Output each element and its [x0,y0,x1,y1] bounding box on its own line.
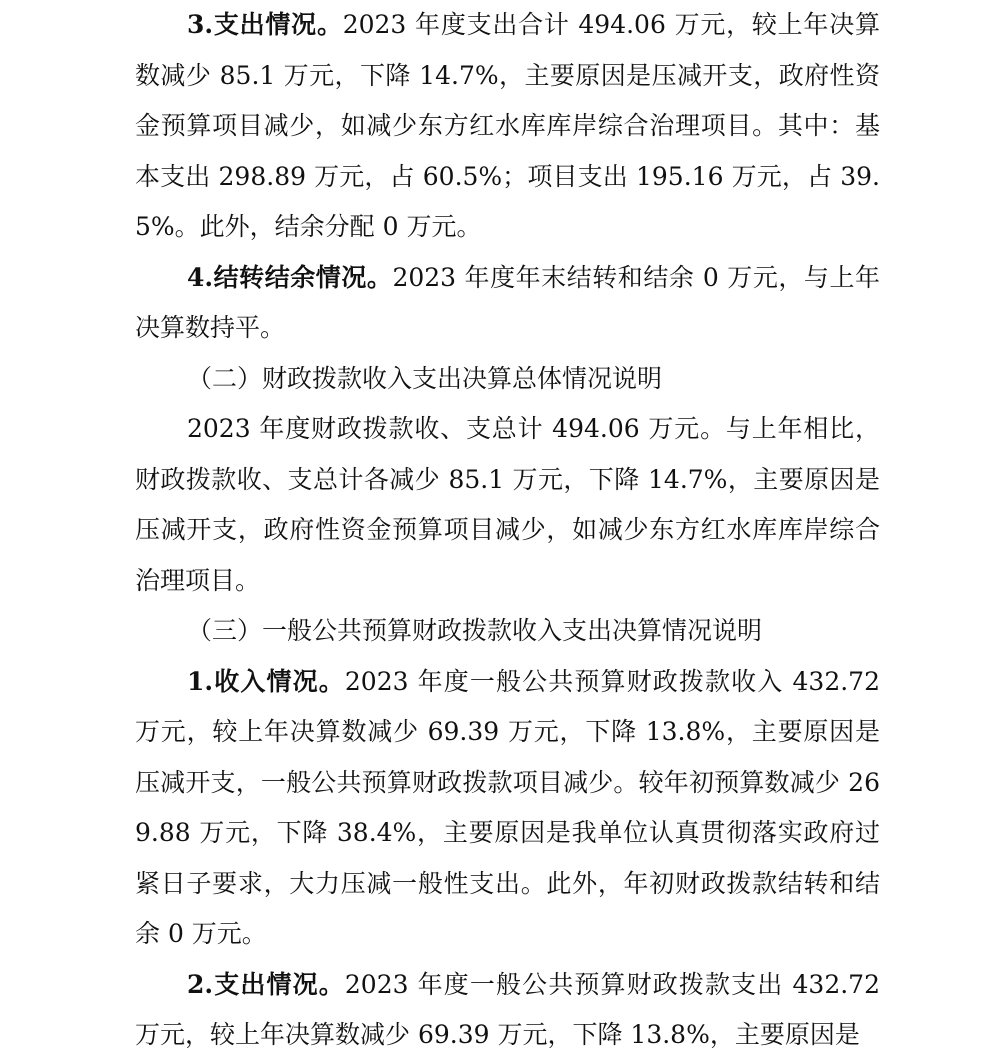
paragraph-expenditure [135,0,880,253]
paragraph-lead: 3.支出情况。 [187,10,343,39]
paragraph-text: 2023 年度年末结转和结余 0 万元，与上年决算数持平。 [135,262,880,342]
section-heading-2: （二）财政拨款收入支出决算总体情况说明 [187,363,663,393]
paragraph-text: 2023 年度支出合计 494.06 万元，较上年决算数减少 85.1 万元，下降 14.7%，主要原因是压减开支，政府性资金预算项目减少，如减少东方红水库库岸综合治理项目。其中：基本支出 298.89 万元，占 60.5%；项目支出 195.16 万元，占 39.5%。此外，结余分配 0 万元。 [135,10,880,241]
paragraph-lead: 4.结转结余情况。 [187,262,393,292]
document-page [135,0,880,1061]
paragraph-general-expenditure [135,960,880,1061]
paragraph-lead: 1.收入情况。 [187,666,345,696]
paragraph-fiscal-total [135,404,880,606]
section-heading-3: （三）一般公共预算财政拨款收入支出决算情况说明 [187,616,763,645]
paragraph-text: 2023 年度一般公共预算财政拨款收入 432.72 万元，较上年决算数减少 69.39 万元，下降 13.8%，主要原因是压减开支，一般公共预算财政拨款项目减少。较年初预算数减少 269.88 万元，下降 38.4%，主要原因是我单位认真贯彻落实政府过紧日子要求，大力压减一般性支出。此外，年初财政拨款结转和结余 0 万元。 [135,666,880,948]
paragraph-general-income [135,657,880,960]
paragraph-text: 2023 年度一般公共预算财政拨款支出 432.72 万元，较上年决算数减少 69.39 万元，下降 13.8%，主要原因是 [135,969,880,1049]
paragraph-text: 2023 年度财政拨款收、支总计 494.06 万元。与上年相比，财政拨款收、支总计各减少 85.1 万元，下降 14.7%，主要原因是压减开支，政府性资金预算项目减少，如减少东方红水库库岸综合治理项目。 [135,414,880,595]
paragraph-carryover [135,253,880,354]
paragraph-lead: 2.支出情况。 [187,969,345,999]
